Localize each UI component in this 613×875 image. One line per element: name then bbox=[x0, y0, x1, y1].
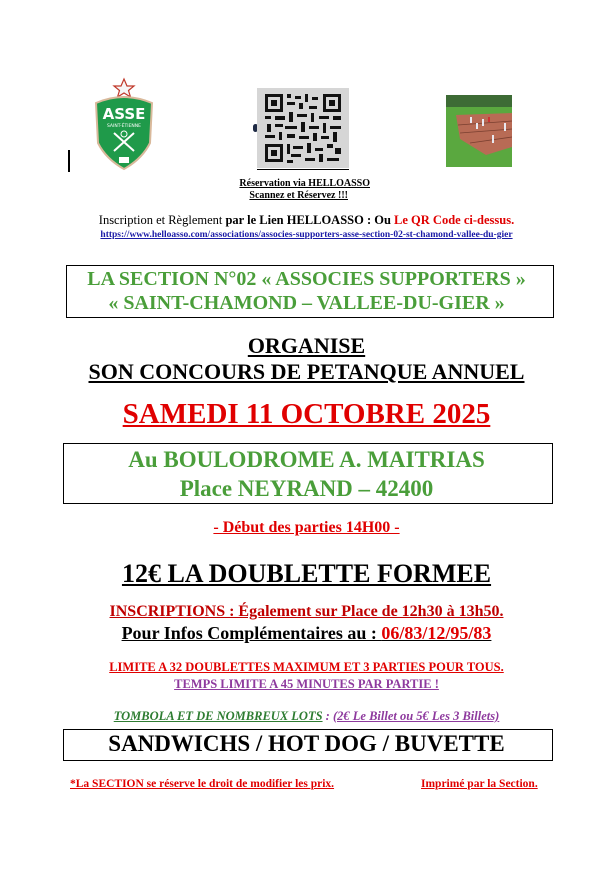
reservation-label: Réservation via HELLOASSO bbox=[239, 178, 370, 189]
helloasso-link[interactable]: https://www.helloasso.com/associations/associes-supporters-asse-section-02-st-chamond-vallee-du-gier bbox=[100, 230, 513, 240]
organise-heading: ORGANISE bbox=[247, 333, 366, 358]
section-name: LA SECTION N°02 « ASSOCIES SUPPORTERS » bbox=[87, 268, 526, 290]
text-cursor bbox=[68, 150, 70, 172]
food-offer: SANDWICHS / HOT DOG / BUVETTE bbox=[108, 731, 505, 756]
qr-code[interactable] bbox=[257, 88, 349, 168]
price-disclaimer: *La SECTION se réserve le droit de modifier les prix. bbox=[70, 778, 335, 790]
tombola-label: TOMBOLA ET DE NOMBREUX LOTS bbox=[113, 709, 323, 723]
registration-prefix: Inscription et Règlement bbox=[98, 213, 226, 227]
petanque-photo bbox=[446, 87, 512, 167]
registration-info bbox=[0, 213, 613, 228]
event-title: SON CONCOURS DE PETANQUE ANNUEL bbox=[88, 359, 525, 384]
printed-by: Imprimé par la Section. bbox=[421, 778, 538, 790]
contact-label: Pour Infos Complémentaires au : bbox=[121, 623, 382, 643]
start-time: - Début des parties 14H00 - bbox=[213, 519, 400, 536]
asse-club-logo bbox=[92, 77, 156, 173]
team-limit-rule: LIMITE A 32 DOUBLETTES MAXIMUM ET 3 PARTIES POUR TOUS. bbox=[109, 660, 504, 674]
section-location: « SAINT-CHAMOND – VALLEE-DU-GIER » bbox=[108, 292, 505, 314]
registration-qr-hint: Le QR Code ci-dessus. bbox=[394, 213, 515, 227]
contact-phone: 06/83/12/95/83 bbox=[381, 623, 492, 643]
contact-info bbox=[0, 623, 613, 644]
event-date: SAMEDI 11 OCTOBRE 2025 bbox=[122, 398, 491, 430]
venue-name: Au BOULODROME A. MAITRIAS bbox=[128, 447, 485, 472]
tombola-separator: : bbox=[322, 709, 333, 723]
tombola-info bbox=[0, 709, 613, 724]
onsite-registration: INSCRIPTIONS : Également sur Place de 12h30 à 13h50. bbox=[109, 603, 504, 620]
scan-reserve-label: Scannez et Réservez !!! bbox=[249, 190, 348, 201]
time-limit-rule: TEMPS LIMITE A 45 MINUTES PAR PARTIE ! bbox=[174, 677, 439, 691]
tombola-prices: (2€ Le Billet ou 5€ Les 3 Billets) bbox=[332, 709, 500, 723]
logo-subtext: SAINT-ÉTIENNE bbox=[106, 124, 142, 129]
qr-underline bbox=[257, 169, 349, 170]
logo-text: ASSE bbox=[102, 105, 146, 123]
registration-bold: par le Lien HELLOASSO : Ou bbox=[225, 213, 395, 227]
venue-address: Place NEYRAND – 42400 bbox=[179, 476, 434, 501]
entry-price: 12€ LA DOUBLETTE FORMEE bbox=[121, 559, 492, 588]
